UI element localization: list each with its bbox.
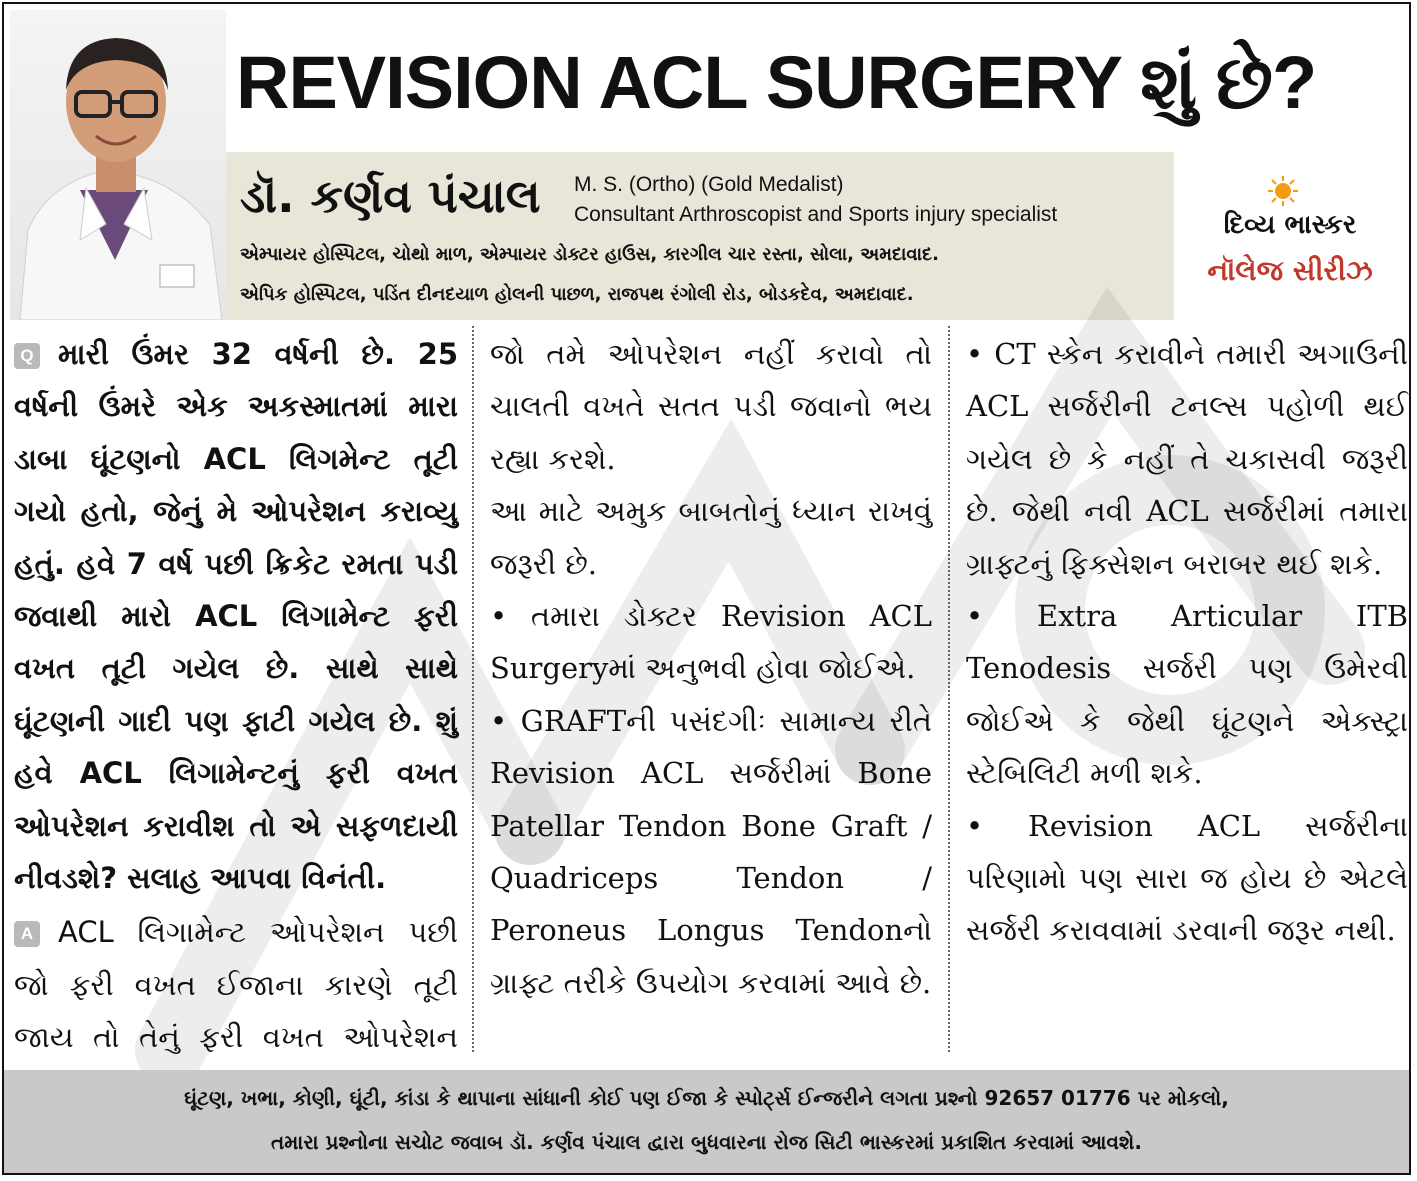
answer-text-3: આ માટે અમુક બાબતોનું ધ્યાન રાખવું જરૂરી છે. <box>490 494 932 581</box>
sun-icon <box>1268 176 1298 206</box>
doctor-photo <box>10 10 226 320</box>
address-line-1: એમ્પાયર હોસ્પિટલ, ચોથો માળ, એમ્પાયર ડોક્ટર હાઉસ, કારગીલ ચાર રસ્તા, સોલા, અમદાવાદ. <box>240 244 939 265</box>
bullet-results: • Revision ACL સર્જરીના પરિણામો પણ સારા જ હોય છે એટલે સર્જરી કરાવવામાં ડરવાની જરૂર નથી. <box>966 808 1408 948</box>
question-icon: Q <box>14 343 40 369</box>
answer-text-2: જો તમે ઓપરેશન નહીં કરાવો તો ચાલતી વખતે સતત પડી જવાનો ભય રહ્યા કરશે. <box>490 337 932 476</box>
column-answer-2 <box>490 328 932 1048</box>
bullet-itb-tenodesis: • Extra Articular ITB Tenodesis સર્જરી પણ ઉમેરવી જોઈએ કે જેથી ઘૂંટણને એક્સ્ટ્રા સ્ટેબિલિટી મળી શકે. <box>966 599 1408 791</box>
logo-series: નૉલેજ સીરીઝ <box>1207 254 1373 287</box>
column-question <box>14 328 458 1055</box>
column-divider <box>472 326 476 1052</box>
doctor-qualification: M. S. (Ortho) (Gold Medalist) <box>574 173 844 196</box>
question-text: મારી ઉંમર 32 વર્ષની છે. 25 વર્ષની ઉંમરે એક અકસ્માતમાં મારા ડાબા ઘૂંટણનો ACL લિગમેન્ટ તૂટી ગયો હતો, જેનું મે ઓપરેશન કરાવ્યુ હતું. હવે 7 વર્ષ પછી ક્રિકેટ રમતા પડી જવાથી મારો ACL લિગામેન્ટ ફરી વખત તૂટી ગયેલ છે. સાથે સાથે ઘૂંટણની ગાદી પણ ફાટી ગયેલ છે. શું હવે ACL લિગામેન્ટનું ફરી વખત ઓપરેશન કરાવીશ તો એ સફળદાયી નીવડશે? સલાહ આપવા વિનંતી. <box>14 337 458 896</box>
answer-icon: A <box>14 921 40 947</box>
logo-name: દિવ્ય ભાસ્કર <box>1223 210 1357 240</box>
column-divider <box>948 326 952 1052</box>
bullet-ct-scan: • CT સ્કેન કરાવીને તમારી અગાઉની ACL સર્જરીની ટનલ્સ પહોળી થઈ ગયેલ છે કે નહીં તે ચકાસવી જરૂરી છે. જેથી નવી ACL સર્જરીમાં તમારા ગ્રાફ્ટનું ફિક્સેશન બરાબર થઈ શકે. <box>966 337 1408 581</box>
footer-banner <box>4 1070 1409 1173</box>
doctor-info <box>226 152 1174 320</box>
headline: REVISION ACL SURGERY શું છે? <box>236 41 1317 124</box>
question-paragraph <box>14 328 458 904</box>
doctor-credentials <box>574 170 1057 230</box>
doctor-name: ડૉ. કર્ણવ પંચાલ <box>240 169 541 223</box>
column-answer-3 <box>966 328 1408 1048</box>
publisher-logo <box>1180 174 1400 304</box>
address-line-2: એપિક હોસ્પિટલ, પડિંત દીનદયાળ હોલની પાછળ, રાજપથ રંગોલી રોડ, બોડકદેવ, અમદાવાદ. <box>240 284 914 305</box>
footer-line-1: ઘૂંટણ, ખભા, કોણી, ઘૂંટી, કાંડા કે થાપાના સાંધાની કોઈ પણ ઈજા કે સ્પોર્ટ્સ ઈન્જરીને લગતા પ્રશ્નો 92657 01776 પર મોકલો, <box>184 1086 1229 1110</box>
answer-text-1: ACL લિગામેન્ટ ઓપરેશન પછી જો ફરી વખત ઈજાના કારણે તૂટી જાય તો તેનું ફરી વખત ઓપરેશન <box>14 915 458 1055</box>
footer-line-2: તમારા પ્રશ્નોના સચોટ જવાબ ડૉ. કર્ણવ પંચાલ દ્વારા બુધવારના રોજ સિટી ભાસ્કરમાં પ્રકાશિત કરવામાં આવશે. <box>271 1130 1142 1154</box>
bullet-doctor-experience: • તમારા ડોક્ટર Revision ACL Surgeryમાં અનુભવી હોવા જોઈએ. <box>490 599 932 686</box>
bullet-graft-choice: • GRAFTની પસંદગીઃ સામાન્ય રીતે Revision ACL સર્જરીમાં Bone Patellar Tendon Bone Graft / Quadriceps Tendon / Peroneus Longus Tendonનો ગ્રાફ્ટ તરીકે ઉપયોગ કરવામાં આવે છે. <box>490 703 932 1000</box>
doctor-designation: Consultant Arthroscopist and Sports injury specialist <box>574 203 1058 226</box>
